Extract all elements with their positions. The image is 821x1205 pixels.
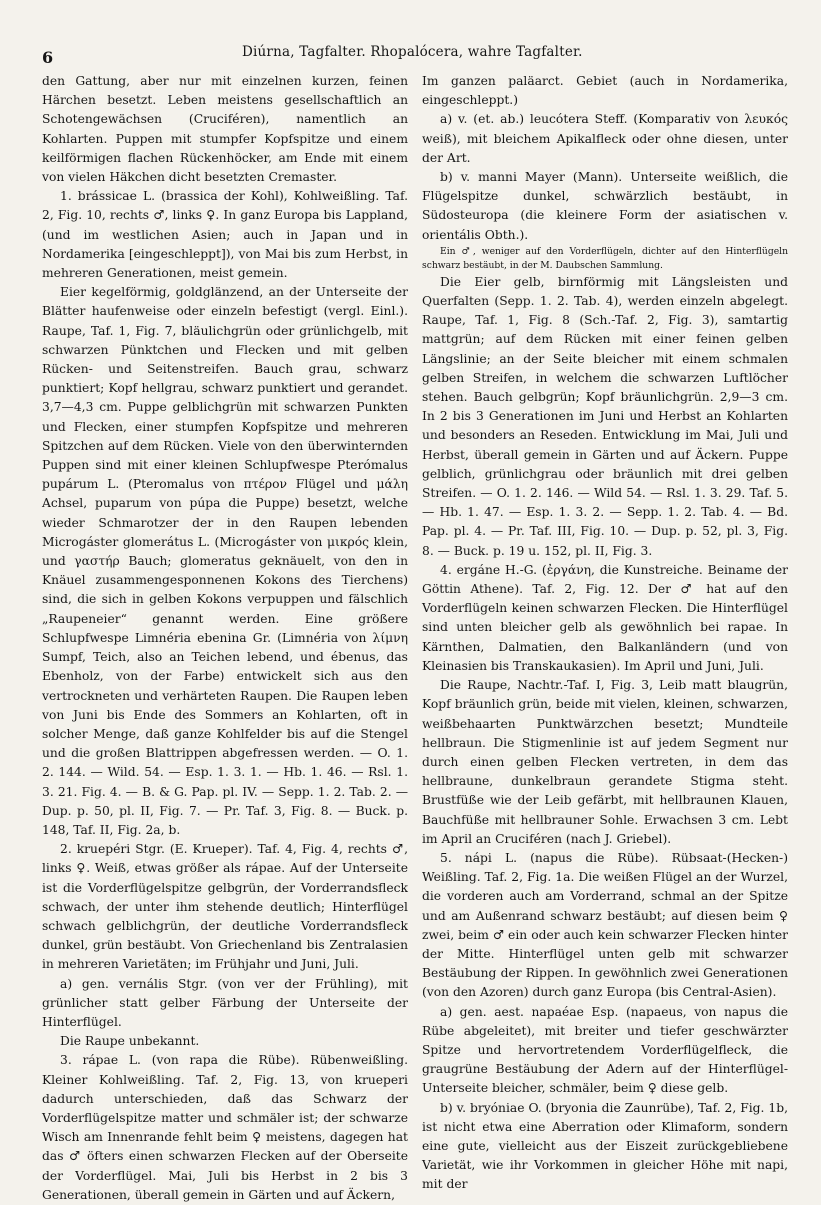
right-column-paragraph: b) v. manni Mayer (Mann). Unterseite weißlich, die Flügelspitze dunkel, schwärzlich bestäubt, in Südosteuropa (die kleinere Form der asiatischen v. orientális Obth.).: [422, 170, 788, 242]
left-column-paragraph: 3. rápae L. (von rapa die Rübe). Rübenweißling. Kleiner Kohlweißling. Taf. 2, Fig. 13, von krueperi dadurch unterschieden, daß das Schwarz der Vorderflügelspitze matter und schmäler ist; der schwarze Wisch am Innenrande fehlt beim ♀ meistens, dagegen hat das ♂ öfters einen schwarzen Flecken auf der Oberseite der Vorderflügel. Mai, Juli bis Herbst in 2 bis 3 Generationen, überall gemein in Gärten und auf Äckern,: [42, 1053, 408, 1202]
right-column-paragraph: 5. nápi L. (napus die Rübe). Rübsaat-(Hecken-) Weißling. Taf. 2, Fig. 1a. Die weißen Flügel an der Wurzel, die vorderen auch am Vorderrand, schmal an der Spitze und am Außenrand schwarz bestäubt; auf diesen beim ♀ zwei, beim ♂ ein oder auch kein schwarzer Flecken hinter der Mitte. Hinterflügel unten gelb mit schwarzer Bestäubung der Rippen. In gewöhnlich zwei Generationen (von den Azoren) durch ganz Europa (bis Central-Asien).: [422, 850, 788, 1000]
right-column-paragraph: Ein ♂, weniger auf den Vorderflügeln, dichter auf den Hinterflügeln schwarz bestäubt, in der M. Daubschen Sammlung.: [422, 245, 788, 271]
right-column: [422, 72, 788, 1205]
left-column: [42, 72, 408, 1205]
left-column-paragraph: 2. kruepéri Stgr. (E. Krueper). Taf. 4, Fig. 4, rechts ♂, links ♀. Weiß, etwas größer als rápae. Auf der Unterseite ist die Vorderflügelspitze gelbgrün, der Vorderrandsfleck schwach, der unter ihm stehende deutlich; Hinterflügel schwach gelblichgrün, der deutliche Vorderrandsfleck dunkel, grün bestäubt. Von Griechenland bis Zentralasien in mehreren Varietäten; im Frühjahr und Juni, Juli.: [42, 842, 408, 972]
right-column-paragraph: b) v. bryóniae O. (bryonia die Zaunrübe), Taf. 2, Fig. 1b, ist nicht etwa eine Aberration oder Klimaform, sondern eine gute, vielleicht aus der Eiszeit zurückgebliebene Varietät, wie ihr Vorkommen in gleicher Höhe mit napi, mit der: [422, 1100, 788, 1192]
left-column-paragraph: den Gattung, aber nur mit einzelnen kurzen, feinen Härchen besetzt. Leben meistens gesellschaftlich an Schotengewächsen (Cruciféren), namentlich an Kohlarten. Puppen mit stumpfer Kopfspitze und einem keilförmigen flachen Rückenhöcker, am Ende mit einem von vielen Häkchen dicht besetzten Cremaster.: [42, 74, 408, 185]
right-column-paragraph: Die Raupe, Nachtr.-Taf. I, Fig. 3, Leib matt blaugrün, Kopf bräunlich grün, beide mit vielen, kleinen, schwarzen, weißbehaarten Punktwärzchen besetzt; Mundteile hellbraun. Die Stigmenlinie ist auf jedem Segment nur durch einen gelben Flecken vertreten, in dem das hellbraune, dunkelbraun gerandete Stigma steht. Brustfüße wie der Leib gefärbt, mit hellbraunen Klauen, Bauchfüße mit hellbrauner Sohle. Erwachsen 3 cm. Lebt im April an Cruciféren (nach J. Griebel).: [422, 678, 788, 846]
right-column-paragraph: Die Eier gelb, birnförmig mit Längsleisten und Querfalten (Sepp. 1. 2. Tab. 4), werden einzeln abgelegt. Raupe, Taf. 1, Fig. 8 (Sch.-Taf. 2, Fig. 3), samtartig mattgrün; auf dem Rücken mit einer feinen gelben Längslinie; an der Seite bleicher mit einem schmalen gelben Streifen, in welchem die schwarzen Luftlöcher stehen. Bauch gelbgrün; Kopf bräunlichgrün. 2,9—3 cm. In 2 bis 3 Generationen im Juni und Herbst an Kohlarten und besonders an Reseden. Entwicklung im Mai, Juli und Herbst, überall gemein in Gärten und auf Äckern. Puppe gelblich, grünlichgrau oder bräunlich mit drei gelben Streifen. — O. 1. 2. 146. — Wild 54. — Rsl. 1. 3. 29. Taf. 5. — Hb. 1. 47. — Esp. 1. 3. 2. — Sepp. 1. 2. Tab. 4. — Bd. Pap. pl. 4. — Pr. Taf. III, Fig. 10. — Dup. p. 52, pl. 3, Fig. 8. — Buck. p. 19 u. 152, pl. II, Fig. 3.: [422, 274, 788, 558]
running-head: Diúrna, Tagfalter. Rhopalócera, wahre Tagfalter.: [242, 44, 583, 60]
page-header: [42, 40, 791, 70]
text-columns: [42, 72, 791, 1205]
right-column-paragraph: 4. ergáne H.-G. (ἐργάνη, die Kunstreiche. Beiname der Göttin Athene). Taf. 2, Fig. 12. Der ♂ hat auf den Vorderflügeln keinen schwarzen Flecken. Die Hinterflügel sind unten bleicher gelb als gewöhnlich bei rapae. In Kärnthen, Dalmatien, den Balkanländern (und von Kleinasien bis Transkaukasien). Im April und Juni, Juli.: [422, 562, 788, 673]
left-column-paragraph: 1. brássicae L. (brassica der Kohl), Kohlweißling. Taf. 2, Fig. 10, rechts ♂, links ♀. In ganz Europa bis Lappland, (und im westlichen Asien; auch in Japan und in Nordamerika [eingeschleppt]), von Mai bis zum Herbst, in mehreren Generationen, meist gemein.: [42, 189, 408, 281]
left-column-paragraph: Die Raupe unbekannt.: [60, 1034, 200, 1049]
page-number: 6: [42, 48, 54, 67]
right-column-paragraph: Im ganzen paläarct. Gebiet (auch in Nordamerika, eingeschleppt.): [422, 74, 788, 108]
right-column-paragraph: a) v. (et. ab.) leucótera Steff. (Komparativ von λευκός weiß), mit bleichem Apikalfleck oder ohne diesen, unter der Art.: [422, 112, 788, 165]
left-column-paragraph: Eier kegelförmig, goldglänzend, an der Unterseite der Blätter haufenweise oder einzeln befestigt (vergl. Einl.). Raupe, Taf. 1, Fig. 7, bläulichgrün oder grünlichgelb, mit schwarzen Pünktchen und Flecken und mit gelben Rücken- und Seitenstreifen. Bauch grau, schwarz punktiert; Kopf hellgrau, schwarz punktiert und gerandet. 3,7—4,3 cm. Puppe gelblichgrün mit schwarzen Punkten und Flecken, einer stumpfen Kopfspitze und mehreren Spitzchen auf dem Rücken. Viele von den überwinternden Puppen sind mit einer kleinen Schlupfwespe Pterómalus pupárum L. (Pteromalus von πτέρον Flügel und μάλη Achsel, puparum von púpa die Puppe) besetzt, welche wieder Schmarotzer der in den Raupen lebenden Microgáster glomerátus L. (Microgáster von μικρός klein, und γαστήρ Bauch; glomeratus geknäuelt, von den in Knäuel zusammengesponnenen Kokons des Tierchens) sind, die sich in gelben Kokons verpuppen und fälschlich „Raupeneier“ genannt werden. Eine größere Schlupfwespe Limnéria ebenina Gr. (Limnéria von λίμνη Sumpf, Teich, also an Teichen lebend, und ébenus, das Ebenholz, von der Farbe) entwickelt sich aus den vertrockneten und verhärteten Raupen. Die Raupen leben von Juni bis Ende des Sommers an Kohlarten, oft in solcher Menge, daß ganze Kohlfelder bis auf die Stengel und die großen Blattrippen abgefressen werden. — O. 1. 2. 144. — Wild. 54. — Esp. 1. 3. 1. — Hb. 1. 46. — Rsl. 1. 3. 21. Fig. 4. — B. & G. Pap. pl. IV. — Sepp. 1. 2. Tab. 2. — Dup. p. 50, pl. II, Fig. 7. — Pr. Taf. 3, Fig. 8. — Buck. p. 148, Taf. II, Fig. 2a, b.: [42, 285, 408, 837]
right-column-paragraph: a) gen. aest. napaéae Esp. (napaeus, von napus die Rübe abgeleitet), mit breiter und tiefer geschwärzter Spitze und hervortretendem Vorderflügelfleck, die graugrüne Bestäubung der Adern auf der Hinterflügel-Unterseite bleicher, schmäler, beim ♀ diese gelb.: [422, 1004, 788, 1096]
left-column-paragraph: a) gen. vernális Stgr. (von ver der Frühling), mit grünlicher statt gelber Färbung der Unterseite der Hinterflügel.: [42, 976, 408, 1029]
